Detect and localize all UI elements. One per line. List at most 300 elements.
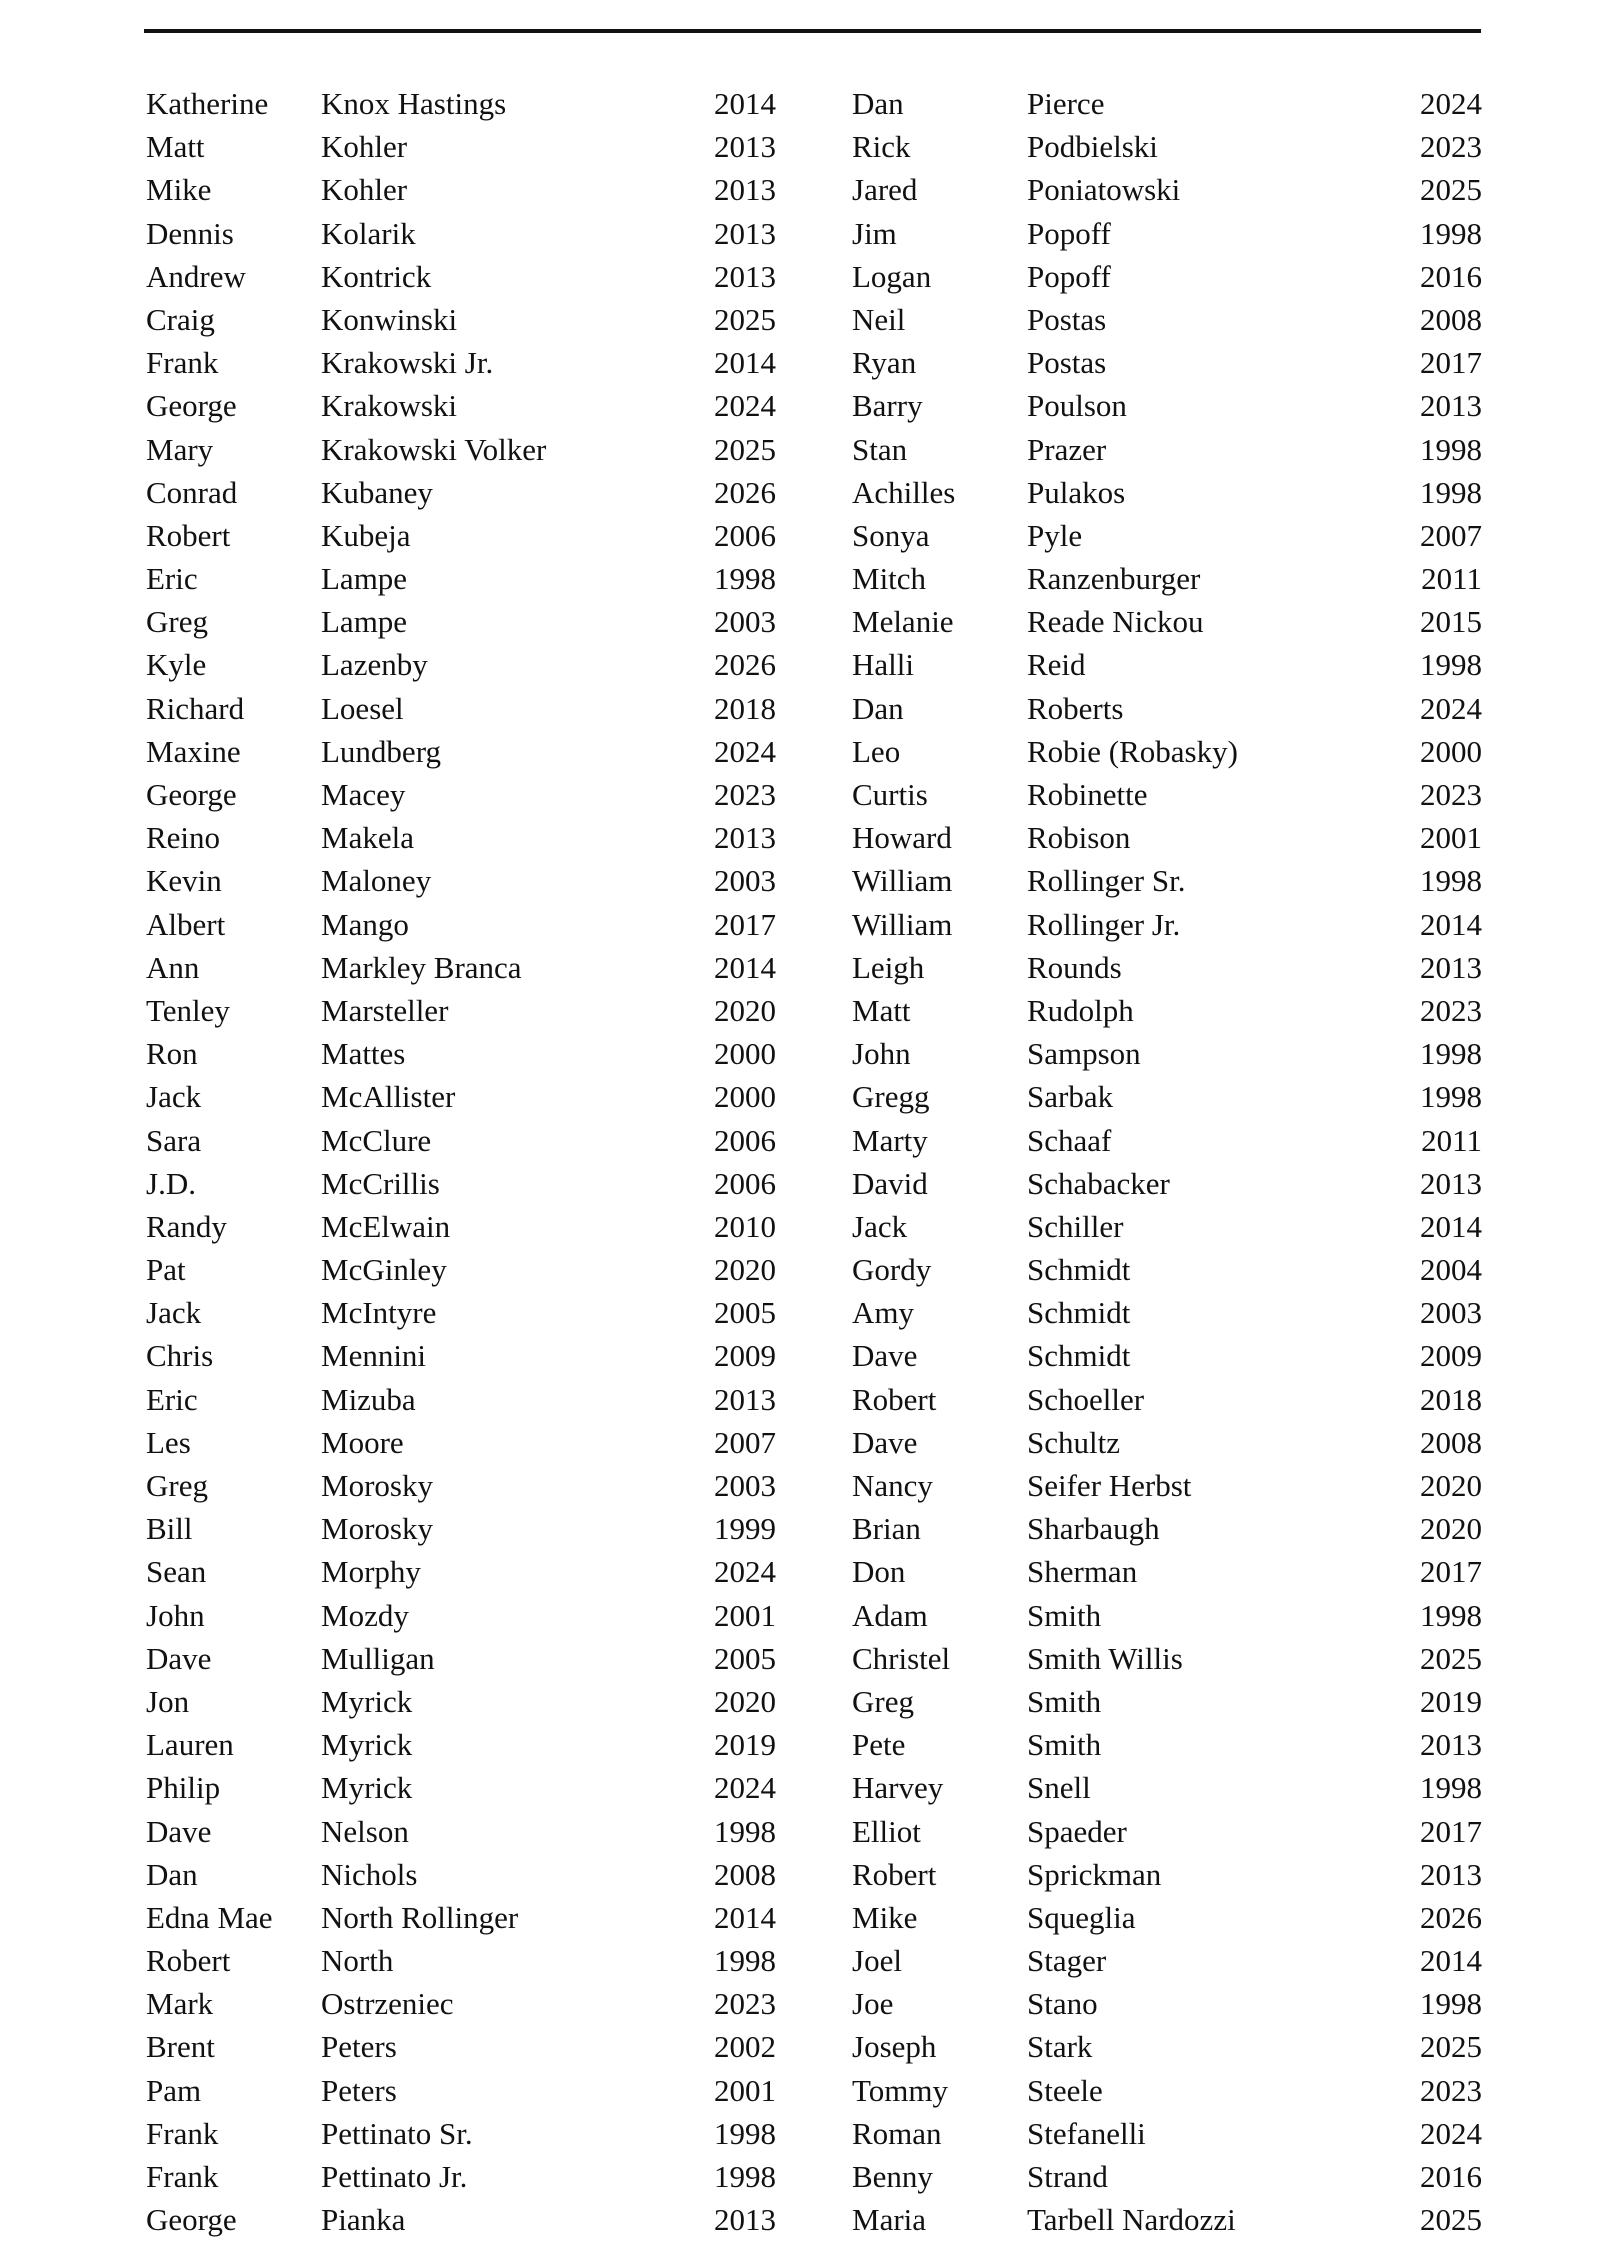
last-name: Moore (321, 1424, 404, 1460)
first-name: Matt (852, 992, 911, 1028)
year: 1998 (1420, 431, 1482, 467)
first-name: Jack (146, 1295, 202, 1331)
last-name: North (321, 1943, 394, 1979)
first-name: Jack (146, 1079, 202, 1115)
last-name: Roberts (1027, 690, 1124, 726)
year: 2007 (1420, 517, 1482, 553)
first-name: Dave (146, 1640, 212, 1676)
first-name: Les (146, 1424, 191, 1460)
name-row (146, 1810, 776, 1853)
year: 1998 (1420, 647, 1482, 683)
last-name: Poulson (1027, 388, 1127, 424)
year: 2018 (714, 690, 776, 726)
first-name: Roman (852, 2115, 942, 2151)
name-row (146, 1119, 776, 1162)
year: 2016 (1420, 258, 1482, 294)
first-name: Barry (852, 388, 923, 424)
name-row (146, 600, 776, 643)
last-name: Kubeja (321, 517, 411, 553)
name-row (146, 298, 776, 341)
top-rule (144, 29, 1481, 33)
last-name: McElwain (321, 1208, 451, 1244)
first-name: Nancy (852, 1468, 933, 1503)
name-row (852, 1248, 1482, 1291)
year: 2008 (1420, 301, 1482, 337)
first-name: Rick (852, 129, 911, 165)
last-name: Mozdy (321, 1597, 409, 1633)
year: 2003 (714, 1468, 776, 1503)
name-row (852, 687, 1482, 730)
first-name: Jon (146, 1683, 190, 1719)
last-name: Krakowski (321, 388, 458, 424)
name-row (146, 514, 776, 557)
year: 2001 (714, 2072, 776, 2108)
first-name: Randy (146, 1208, 227, 1244)
year: 2006 (714, 1165, 776, 1201)
name-row (146, 82, 776, 125)
name-row (146, 1507, 776, 1550)
name-row (852, 2069, 1482, 2112)
last-name: Robie (Robasky) (1027, 733, 1238, 769)
name-row (852, 600, 1482, 643)
first-name: Curtis (852, 777, 928, 812)
last-name: Stefanelli (1027, 2115, 1146, 2151)
last-name: Ostrzeniec (321, 1986, 454, 2022)
last-name: Smith (1027, 1727, 1102, 1763)
name-row (146, 1680, 776, 1723)
first-name: Mike (146, 172, 212, 208)
last-name: Snell (1027, 1770, 1091, 1806)
last-name: Marsteller (321, 992, 449, 1028)
name-row (146, 1853, 776, 1896)
last-name: Spaeder (1027, 1813, 1127, 1849)
last-name: Robison (1027, 820, 1131, 856)
name-row (852, 557, 1482, 600)
last-name: Krakowski Volker (321, 431, 547, 467)
name-row (146, 1032, 776, 1075)
first-name: Robert (852, 1381, 937, 1417)
name-row (146, 212, 776, 255)
last-name: Myrick (321, 1727, 413, 1763)
first-name: Philip (146, 1770, 221, 1806)
year: 1998 (714, 2159, 776, 2194)
year: 1998 (1420, 1079, 1482, 1115)
first-name: Sara (146, 1122, 202, 1158)
first-name: Brian (852, 1511, 921, 1547)
year: 2024 (1420, 86, 1482, 121)
last-name: Morphy (321, 1554, 421, 1590)
first-name: George (146, 2202, 237, 2238)
year: 2001 (714, 1597, 776, 1633)
first-name: Edna Mae (146, 1899, 273, 1935)
name-row (852, 2112, 1482, 2155)
year: 1998 (1420, 863, 1482, 899)
year: 2003 (714, 863, 776, 899)
name-row (852, 1421, 1482, 1464)
year: 2013 (714, 129, 776, 165)
year: 2023 (714, 1986, 776, 2022)
last-name: Nelson (321, 1813, 409, 1849)
last-name: McGinley (321, 1252, 447, 1288)
name-row (146, 730, 776, 773)
year: 2014 (714, 949, 776, 985)
name-row (852, 298, 1482, 341)
last-name: Mulligan (321, 1640, 435, 1676)
year: 2003 (1420, 1295, 1482, 1331)
year: 2013 (1420, 1165, 1482, 1201)
name-row (146, 1248, 776, 1291)
last-name: Stark (1027, 2029, 1093, 2065)
last-name: Sprickman (1027, 1856, 1162, 1892)
last-name: Mattes (321, 1036, 406, 1072)
first-name: Eric (146, 561, 198, 597)
first-name: Matt (146, 129, 205, 165)
year: 2024 (714, 388, 776, 424)
last-name: Pierce (1027, 86, 1105, 121)
name-row (852, 1766, 1482, 1809)
year: 2005 (714, 1640, 776, 1676)
year: 2020 (1420, 1511, 1482, 1547)
year: 2001 (1420, 820, 1482, 856)
last-name: Prazer (1027, 431, 1107, 467)
first-name: Reino (146, 820, 221, 856)
first-name: Dennis (146, 215, 234, 251)
first-name: Kyle (146, 647, 207, 683)
year: 2025 (1420, 2029, 1482, 2065)
year: 2005 (714, 1295, 776, 1331)
year: 2024 (1420, 2115, 1482, 2151)
year: 2023 (1420, 992, 1482, 1028)
last-name: Loesel (321, 690, 404, 726)
first-name: Frank (146, 2115, 219, 2151)
name-row (146, 125, 776, 168)
name-row (146, 1637, 776, 1680)
last-name: Mennini (321, 1338, 427, 1374)
year: 2024 (1420, 690, 1482, 726)
year: 2025 (1420, 172, 1482, 208)
first-name: Katherine (146, 86, 269, 121)
first-name: Jack (852, 1208, 908, 1244)
first-name: Melanie (852, 604, 954, 640)
year: 1999 (714, 1511, 776, 1547)
year: 1998 (714, 561, 776, 597)
name-row (146, 1896, 776, 1939)
last-name: Schaaf (1027, 1122, 1112, 1158)
year: 2020 (714, 1252, 776, 1288)
name-row (146, 1594, 776, 1637)
name-row (146, 2069, 776, 2112)
last-name: Popoff (1027, 258, 1111, 294)
first-name: Mitch (852, 561, 927, 597)
year: 2024 (714, 1554, 776, 1590)
year: 2009 (714, 1338, 776, 1374)
name-row (852, 773, 1482, 816)
name-row (852, 643, 1482, 686)
last-name: Schmidt (1027, 1338, 1131, 1374)
first-name: John (146, 1597, 205, 1633)
last-name: Squeglia (1027, 1899, 1136, 1935)
year: 1998 (714, 2115, 776, 2151)
last-name: Sherman (1027, 1554, 1138, 1590)
name-row (146, 2198, 776, 2241)
name-row (146, 384, 776, 427)
year: 2014 (1420, 906, 1482, 942)
last-name: Ranzenburger (1027, 561, 1201, 597)
last-name: Robinette (1027, 777, 1148, 812)
last-name: Pianka (321, 2202, 406, 2238)
year: 2013 (714, 2202, 776, 2238)
year: 2013 (1420, 1727, 1482, 1763)
name-row (852, 125, 1482, 168)
first-name: Mary (146, 431, 214, 467)
name-row (852, 384, 1482, 427)
year: 2017 (1420, 345, 1482, 381)
name-row (852, 1680, 1482, 1723)
last-name: Schultz (1027, 1424, 1120, 1460)
last-name: Lampe (321, 604, 408, 640)
last-name: Schmidt (1027, 1252, 1131, 1288)
year: 2013 (714, 215, 776, 251)
last-name: McAllister (321, 1079, 456, 1115)
year: 2000 (1420, 733, 1482, 769)
name-row (146, 773, 776, 816)
year: 2026 (714, 474, 776, 510)
first-name: Maxine (146, 733, 241, 769)
last-name: Lazenby (321, 647, 428, 683)
year: 1998 (1420, 215, 1482, 251)
year: 2023 (1420, 129, 1482, 165)
last-name: Seifer Herbst (1027, 1468, 1192, 1503)
last-name: Podbielski (1027, 129, 1158, 165)
first-name: Harvey (852, 1770, 944, 1806)
year: 2011 (1421, 561, 1482, 597)
first-name: Halli (852, 647, 914, 683)
name-row (146, 816, 776, 859)
name-row (852, 816, 1482, 859)
last-name: Schoeller (1027, 1381, 1145, 1417)
name-row (146, 2155, 776, 2198)
last-name: Makela (321, 820, 414, 856)
last-name: Kohler (321, 129, 408, 165)
first-name: Chris (146, 1338, 214, 1374)
last-name: Stano (1027, 1986, 1098, 2022)
year: 2024 (714, 1770, 776, 1806)
last-name: Tarbell Nardozzi (1027, 2202, 1236, 2238)
last-name: Schiller (1027, 1208, 1124, 1244)
year: 2015 (1420, 604, 1482, 640)
year: 2020 (1420, 1468, 1482, 1503)
year: 2013 (714, 258, 776, 294)
year: 1998 (1420, 1986, 1482, 2022)
first-name: Conrad (146, 474, 238, 510)
name-row (852, 514, 1482, 557)
year: 2019 (714, 1727, 776, 1763)
year: 2004 (1420, 1252, 1482, 1288)
first-name: Bill (146, 1511, 193, 1547)
year: 2024 (714, 733, 776, 769)
year: 2006 (714, 517, 776, 553)
last-name: Lundberg (321, 733, 441, 769)
first-name: Dave (852, 1424, 918, 1460)
name-row (852, 1464, 1482, 1507)
last-name: Smith Willis (1027, 1640, 1183, 1676)
year: 2025 (714, 301, 776, 337)
year: 2020 (714, 992, 776, 1028)
first-name: Mike (852, 1899, 918, 1935)
last-name: Postas (1027, 301, 1107, 337)
first-name: Marty (852, 1122, 928, 1158)
last-name: Reid (1027, 647, 1086, 683)
year: 1998 (1420, 1597, 1482, 1633)
last-name: Sarbak (1027, 1079, 1114, 1115)
last-name: Stager (1027, 1943, 1107, 1979)
name-row (146, 1291, 776, 1334)
first-name: Ryan (852, 345, 917, 381)
name-row (146, 859, 776, 902)
last-name: Schmidt (1027, 1295, 1131, 1331)
first-name: Frank (146, 345, 219, 381)
year: 2010 (714, 1208, 776, 1244)
last-name: Popoff (1027, 215, 1111, 251)
name-row (852, 1550, 1482, 1593)
name-row (146, 1205, 776, 1248)
first-name: Robert (852, 1856, 937, 1892)
name-row (146, 341, 776, 384)
name-row (852, 255, 1482, 298)
year: 2013 (1420, 1856, 1482, 1892)
last-name: Kohler (321, 172, 408, 208)
name-row (852, 1162, 1482, 1205)
name-row (852, 1594, 1482, 1637)
first-name: Mark (146, 1986, 214, 2022)
last-name: Nichols (321, 1856, 418, 1892)
year: 1998 (1420, 474, 1482, 510)
first-name: Elliot (852, 1813, 921, 1849)
year: 2017 (1420, 1813, 1482, 1849)
first-name: Adam (852, 1597, 928, 1633)
last-name: Rollinger Sr. (1027, 863, 1186, 899)
last-name: Kolarik (321, 215, 416, 251)
last-name: Myrick (321, 1683, 413, 1719)
name-row (146, 1378, 776, 1421)
last-name: Pettinato Sr. (321, 2115, 473, 2151)
last-name: Mizuba (321, 1381, 416, 1417)
year: 2023 (714, 777, 776, 812)
name-row (852, 1075, 1482, 1118)
first-name: J.D. (146, 1165, 196, 1201)
name-row (146, 2025, 776, 2068)
last-name: Poniatowski (1027, 172, 1181, 208)
year: 1998 (1420, 1770, 1482, 1806)
year: 2025 (714, 431, 776, 467)
name-row (146, 1723, 776, 1766)
first-name: Benny (852, 2159, 933, 2194)
first-name: Pat (146, 1252, 186, 1288)
last-name: McCrillis (321, 1165, 440, 1201)
first-name: Greg (852, 1683, 914, 1719)
year: 2016 (1420, 2159, 1482, 2194)
year: 2020 (714, 1683, 776, 1719)
year: 2018 (1420, 1381, 1482, 1417)
first-name: Gordy (852, 1252, 932, 1288)
last-name: Peters (321, 2072, 397, 2108)
first-name: Jared (852, 172, 918, 208)
last-name: Krakowski Jr. (321, 345, 494, 381)
name-row (146, 643, 776, 686)
name-row (852, 1637, 1482, 1680)
name-row (852, 989, 1482, 1032)
year: 2023 (1420, 2072, 1482, 2108)
first-name: Eric (146, 1381, 198, 1417)
name-row (852, 1723, 1482, 1766)
last-name: Smith (1027, 1597, 1102, 1633)
name-row (852, 2198, 1482, 2241)
left-column (146, 82, 776, 2241)
last-name: Mango (321, 906, 409, 942)
first-name: Robert (146, 1943, 231, 1979)
name-row (852, 1291, 1482, 1334)
last-name: North Rollinger (321, 1899, 519, 1935)
year: 1998 (1420, 1036, 1482, 1072)
first-name: Andrew (146, 258, 246, 294)
last-name: McClure (321, 1122, 432, 1158)
last-name: Kubaney (321, 474, 433, 510)
first-name: Frank (146, 2159, 219, 2194)
name-row (146, 1075, 776, 1118)
year: 2013 (1420, 949, 1482, 985)
name-row (146, 1334, 776, 1377)
year: 2014 (714, 86, 776, 121)
last-name: Steele (1027, 2072, 1103, 2108)
first-name: Robert (146, 517, 231, 553)
year: 2006 (714, 1122, 776, 1158)
name-row (146, 1939, 776, 1982)
name-row (852, 212, 1482, 255)
first-name: Logan (852, 258, 932, 294)
name-row (852, 428, 1482, 471)
last-name: McIntyre (321, 1295, 437, 1331)
first-name: Leo (852, 733, 901, 769)
last-name: Pyle (1027, 517, 1083, 553)
first-name: Kevin (146, 863, 222, 899)
year: 2014 (1420, 1943, 1482, 1979)
first-name: Dan (852, 690, 904, 726)
last-name: Kontrick (321, 258, 432, 294)
name-row (146, 428, 776, 471)
name-row (852, 1853, 1482, 1896)
first-name: George (146, 777, 237, 812)
name-row (852, 341, 1482, 384)
name-row (146, 2112, 776, 2155)
last-name: Markley Branca (321, 949, 522, 985)
last-name: Smith (1027, 1683, 1102, 1719)
year: 2003 (714, 604, 776, 640)
name-row (852, 168, 1482, 211)
first-name: Craig (146, 301, 215, 337)
year: 2002 (714, 2029, 776, 2065)
last-name: Lampe (321, 561, 408, 597)
first-name: Greg (146, 1468, 208, 1503)
first-name: Dan (146, 1856, 198, 1892)
last-name: Postas (1027, 345, 1107, 381)
first-name: Neil (852, 301, 906, 337)
year: 2011 (1421, 1122, 1482, 1158)
year: 2013 (714, 1381, 776, 1417)
first-name: Amy (852, 1295, 914, 1331)
last-name: Reade Nickou (1027, 604, 1204, 640)
name-row (146, 1464, 776, 1507)
first-name: Greg (146, 604, 208, 640)
